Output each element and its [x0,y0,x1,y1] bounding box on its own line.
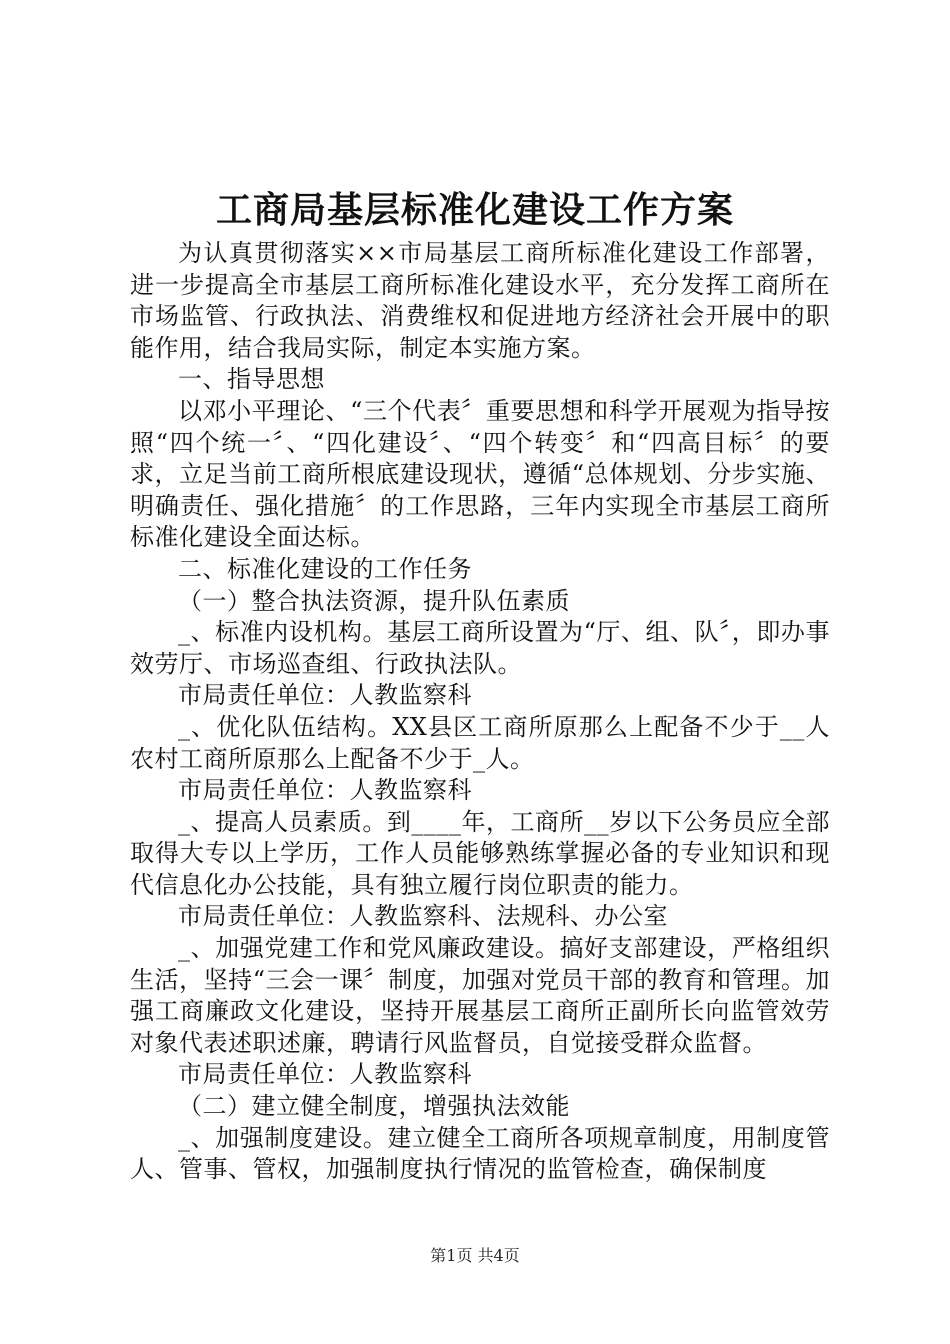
section-heading: 一、指导思想 [178,365,325,394]
subsection-heading: （二）建立健全制度，增强执法效能 [178,1092,570,1121]
responsible-unit: 市局责任单位：人教监察科、法规科、办公室 [178,902,668,931]
responsible-unit: 市局责任单位：人教监察科 [178,776,472,805]
subsection-heading: （一）整合执法资源，提升队伍素质 [178,586,570,615]
task-item: _、加强制度建设。建立健全工商所各项规章制度，用制度管人、管事、管权，加强制度执行情况的监管检查，确保制度 [130,1123,830,1184]
task-item: _、优化队伍结构。XX县区工商所原那么上配备不少于__人农村工商所原那么上配备不少于_人。 [130,712,830,773]
task-item: _、加强党建工作和党风廉政建设。搞好支部建设，严格组织生活，坚持“三会一课〞制度，加强对党员干部的教育和管理。加强工商廉政文化建设，坚持开展基层工商所正副所长向监管效劳对象代表述职述廉，聘请行风监督员，自觉接受群众监督。 [130,934,830,1057]
section-heading: 二、标准化建设的工作任务 [178,554,472,583]
task-item: _、标准内设机构。基层工商所设置为“厅、组、队〞，即办事效劳厅、市场巡查组、行政执法队。 [130,618,830,678]
page-footer [0,1245,950,1267]
body-paragraph: 以邓小平理论、“三个代表〞重要思想和科学开展观为指导按照“四个统一〞、“四化建设〞、“四个转变〞和“四高目标〞的要求，立足当前工商所根底建设现状，遵循“总体规划、分步实施、明确责任、强化措施〞的工作思路，三年内实现全市基层工商所标准化建设全面达标。 [130,396,830,552]
task-item: _、提高人员素质。到____年，工商所__岁以下公务员应全部取得大专以上学历，工作人员能够熟练掌握必备的专业知识和现代信息化办公技能，具有独立履行岗位职责的能力。 [130,807,830,899]
responsible-unit: 市局责任单位：人教监察科 [178,1060,472,1089]
document-body [130,238,830,1186]
page-indicator: 第1页 共4页 [430,1246,520,1265]
intro-paragraph: 为认真贯彻落实××市局基层工商所标准化建设工作部署，进一步提高全市基层工商所标准化建设水平，充分发挥工商所在市场监管、行政执法、消费维权和促进地方经济社会开展中的职能作用，结合我局实际，制定本实施方案。 [130,239,830,362]
responsible-unit: 市局责任单位：人教监察科 [178,681,472,710]
document-title: 工商局基层标准化建设工作方案 [215,189,734,231]
